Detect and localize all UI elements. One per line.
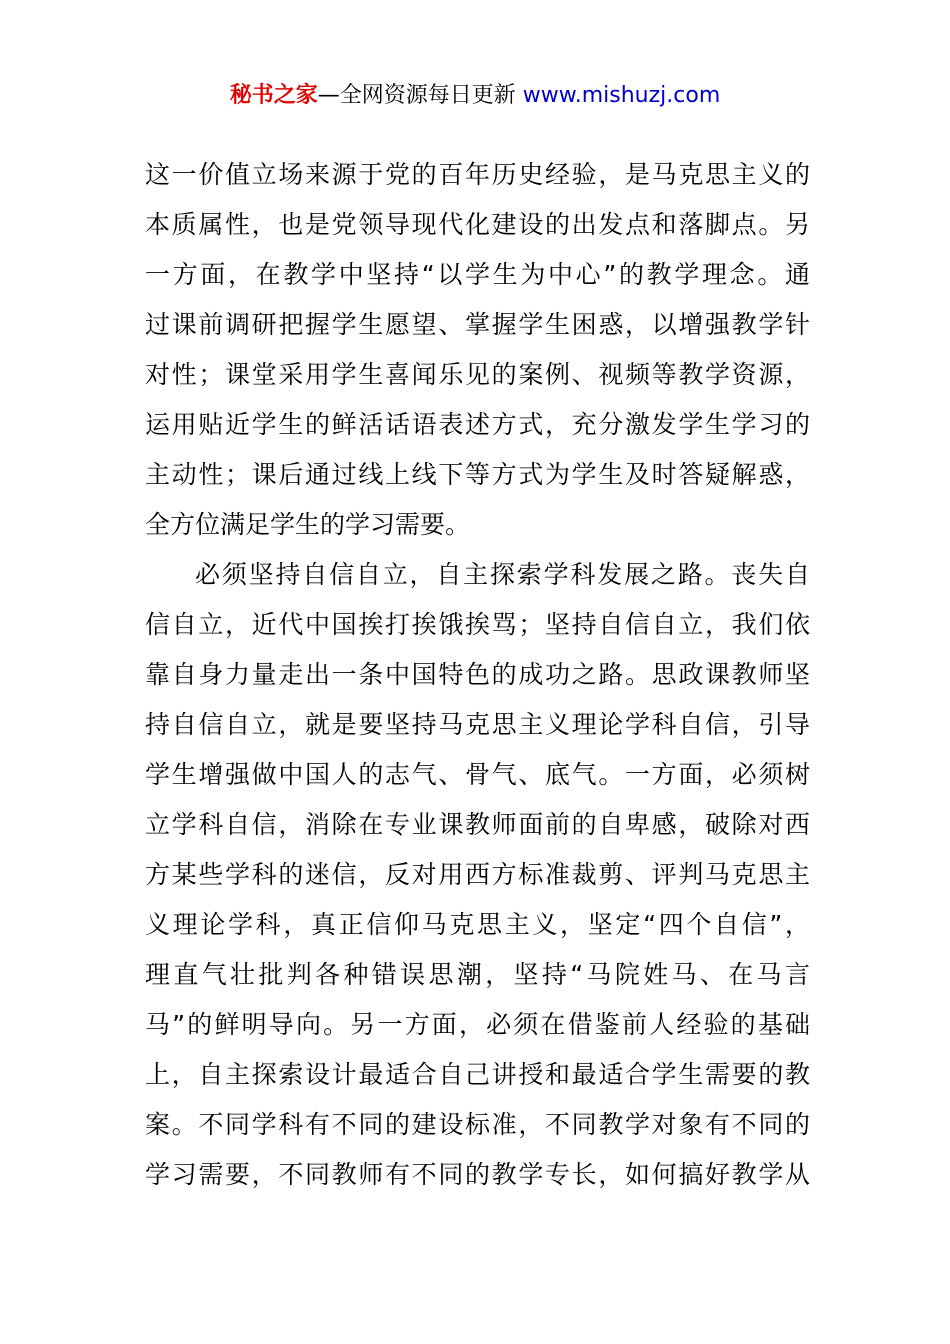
- text-line: 全方位满足学生的学习需要。: [145, 510, 471, 539]
- paragraph-2: [145, 550, 810, 1200]
- text-line: 过课前调研把握学生愿望、掌握学生困惑，以增强教学针: [145, 310, 810, 339]
- site-tagline: —全网资源每日更新: [317, 83, 523, 108]
- text-line: 上，自主探索设计最适合自己讲授和最适合学生需要的教: [145, 1060, 810, 1089]
- text-line: 马”的鲜明导向。另一方面，必须在借鉴前人经验的基础: [145, 1010, 810, 1039]
- page-header: [0, 80, 950, 112]
- text-line: 学生增强做中国人的志气、骨气、底气。一方面，必须树: [145, 760, 810, 789]
- text-line: 义理论学科，真正信仰马克思主义，坚定“四个自信”，: [145, 910, 810, 939]
- paragraph-1: [145, 150, 810, 550]
- text-line: 信自立，近代中国挨打挨饿挨骂；坚持自信自立，我们依: [145, 610, 810, 639]
- text-line: 一方面，在教学中坚持“以学生为中心”的教学理念。通: [145, 260, 810, 289]
- text-line: 对性；课堂采用学生喜闻乐见的案例、视频等教学资源，: [145, 360, 810, 389]
- text-line: 主动性；课后通过线上线下等方式为学生及时答疑解惑，: [145, 460, 810, 489]
- site-url[interactable]: www.mishuzj.com: [522, 83, 721, 108]
- text-line: 运用贴近学生的鲜活话语表述方式，充分激发学生学习的: [145, 410, 810, 439]
- text-line: 必须坚持自信自立，自主探索学科发展之路。丧失自: [195, 560, 810, 589]
- text-line: 这一价值立场来源于党的百年历史经验，是马克思主义的: [145, 160, 810, 189]
- document-body: [145, 150, 810, 1200]
- text-line: 持自信自立，就是要坚持马克思主义理论学科自信，引导: [145, 710, 810, 739]
- text-line: 学习需要，不同教师有不同的教学专长，如何搞好教学从: [145, 1160, 810, 1189]
- text-line: 方某些学科的迷信，反对用西方标准裁剪、评判马克思主: [145, 860, 810, 889]
- site-brand: 秘书之家: [229, 83, 318, 108]
- text-line: 理直气壮批判各种错误思潮，坚持“马院姓马、在马言: [145, 960, 810, 989]
- text-line: 本质属性，也是党领导现代化建设的出发点和落脚点。另: [145, 210, 810, 239]
- text-line: 靠自身力量走出一条中国特色的成功之路。思政课教师坚: [145, 660, 810, 689]
- text-line: 案。不同学科有不同的建设标准，不同教学对象有不同的: [145, 1110, 810, 1139]
- text-line: 立学科自信，消除在专业课教师面前的自卑感，破除对西: [145, 810, 810, 839]
